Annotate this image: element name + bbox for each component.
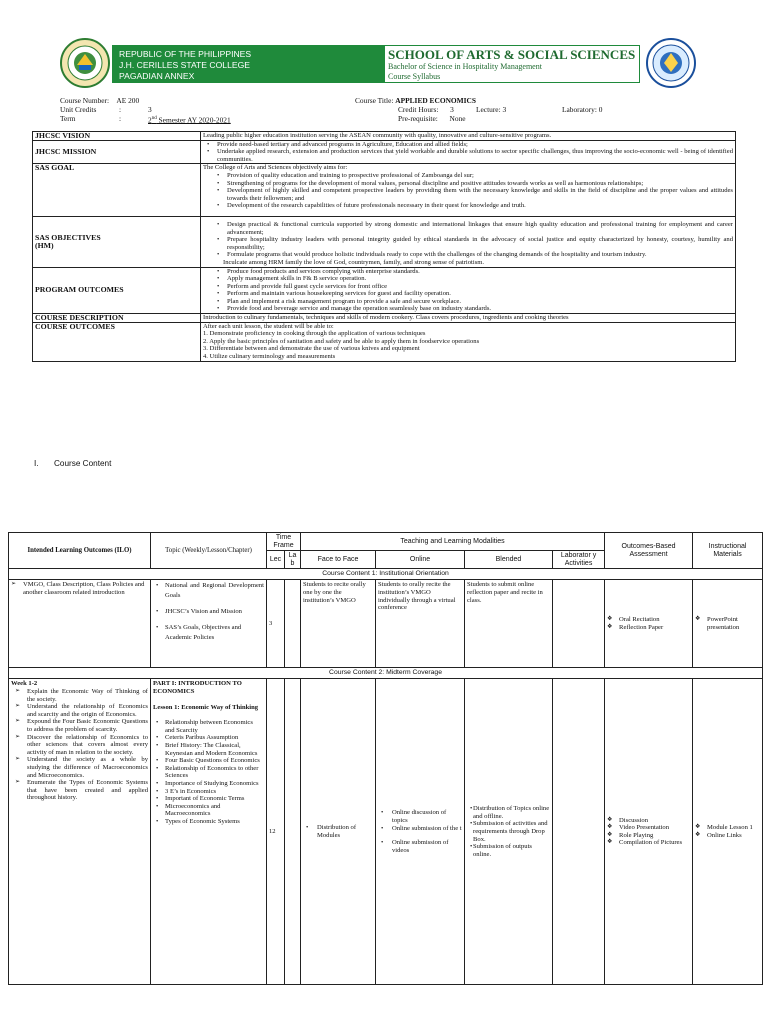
f2f-item: • Distribution of Modules <box>303 824 373 839</box>
online-item: • Online submission of the t <box>378 825 462 833</box>
orientation-row <box>9 580 763 668</box>
school-banner <box>384 45 640 83</box>
lab-activities-header: Laborator y Activities <box>553 551 605 569</box>
row2-online <box>376 679 465 985</box>
ilo-item: ➢ Expound the Four Basic Economic Questions to address the problem of scarcity. <box>15 718 148 733</box>
vision-text: Leading public higher education institution serving the ASEAN community with quality, innovative and culture-sensitive programs. <box>201 132 736 141</box>
program-outcomes-label: PROGRAM OUTCOMES <box>33 267 201 314</box>
objective-item: • Formulate programs that would produce holistic individuals ready to cope with the challenges of the changing demands of the hospitality and tourism industry. <box>203 251 733 259</box>
mission-item: • Provide need-based tertiary and advanced programs in Agriculture, Education and allied fields; <box>203 141 733 149</box>
time-frame-header: Time Frame <box>267 533 301 551</box>
outcome-item: • Produce food products and services complying with enterprise standards. <box>203 268 733 276</box>
unit-credits-value: 3 <box>148 105 152 114</box>
row2-blended <box>465 679 553 985</box>
goal-cell <box>201 164 736 217</box>
course-content-heading <box>34 459 111 468</box>
ilo-item: ➢ Discover the relationship of Economics to other sciences that covers almost every activity of man in relation to the society. <box>15 734 148 757</box>
program-name: Bachelor of Science in Hospitality Management <box>388 62 542 71</box>
course-number <box>60 96 139 105</box>
credit-hours-value: 3 <box>450 105 454 114</box>
section-title-1: Course Content 1: Institutional Orientation <box>9 569 763 580</box>
description-text: Introduction to culinary fundamentals, techniques and skills of modern cookery. Class covers procedures, ingredients and cooking theories <box>201 314 736 323</box>
week-1-2-row <box>9 679 763 985</box>
row1-lab <box>285 580 301 668</box>
course-outcome-line: 3. Differentiate between and demonstrate the use of various knives and equipment <box>203 345 420 353</box>
credit-hours-label: Credit Hours: <box>398 105 439 114</box>
ilo-item: ➢ Explain the Economic Way of Thinking of the society. <box>15 688 148 703</box>
goal-intro: The College of Arts and Sciences objectively aims for: <box>203 164 348 172</box>
row2-lab <box>285 679 301 985</box>
topic-item: • Relationship between Economics and Scarcity <box>153 719 264 734</box>
lec-header: Lec <box>267 551 285 569</box>
section-row-2 <box>9 668 763 679</box>
objective-last: Inculcate among HRM family the love of God, countrymen, family, and strong sense of patriotism. <box>223 258 485 266</box>
prerequisite-label: Pre-requisite: <box>398 114 438 123</box>
topic-item: • JHCSC’s Vision and Mission <box>153 607 264 617</box>
ilo-item: ➢ Understand the society as a whole by studying the difference of Macroeconomics and Microeconomics. <box>15 756 148 779</box>
blended-item: • Distribution of Topics online and offline. <box>467 805 550 820</box>
mission-item: • Undertake applied research, extension and production services that yield workable and durable solutions to sector specific challenges, thus improving the socio-economic well - being of identified communities. <box>203 148 733 163</box>
section-title: Course Content <box>54 459 112 468</box>
objectives-row <box>33 216 736 267</box>
school-seal-logo <box>646 38 696 88</box>
vision-label: JHCSC VISION <box>33 132 201 141</box>
online-item: • Online submission of videos <box>378 839 462 854</box>
goal-item: • Strengthening of programs for the development of moral values, personal discipline and positive attitudes towards works as well as harmonious relationships; <box>203 180 733 188</box>
online-header: Online <box>376 551 465 569</box>
course-content-table <box>8 532 763 985</box>
objectives-cell <box>201 216 736 267</box>
description-label: COURSE DESCRIPTION <box>33 314 201 323</box>
topic-item: • SAS’s Goals, Objectives and Academic Policies <box>153 623 264 643</box>
row2-topics <box>151 679 267 985</box>
laboratory-label: Laboratory: <box>562 105 597 114</box>
header-row-1 <box>9 533 763 551</box>
course-outcomes-row <box>33 322 736 361</box>
course-outcome-line: 1. Demonstrate proficiency in cooking through the application of various techniques <box>203 330 426 338</box>
modalities-header: Teaching and Learning Modalities <box>301 533 605 551</box>
material-item: ❖ Online Links <box>695 832 760 840</box>
course-number-label: Course Number: <box>60 96 110 105</box>
material-item: ❖ PowerPoint presentation <box>695 616 760 631</box>
row1-f2f: Students to recite orally one by one the institution’s VMGO <box>301 580 376 668</box>
row2-lab-activities <box>553 679 605 985</box>
assessment-item: ❖ Role Playing <box>607 832 690 840</box>
materials-header: Instructional Materials <box>693 533 763 569</box>
unit-credits-colon: : <box>119 105 122 114</box>
f2f-header: Face to Face <box>301 551 376 569</box>
material-item: ❖ Module Lesson 1 <box>695 824 760 832</box>
course-title <box>355 96 476 105</box>
lecture-hours <box>476 105 506 114</box>
goal-item: • Provision of quality education and training to prospective professional of Zamboanga del sur; <box>203 172 733 180</box>
school-name: SCHOOL OF ARTS & SOCIAL SCIENCES <box>388 47 636 62</box>
unit-credits-label: Unit Credits <box>60 105 97 114</box>
goal-item: • Development of the research capabilities of future professionals necessary in their quest for knowledge and truth. <box>203 202 733 210</box>
topic-header: Topic (Weekly/Lesson/Chapter) <box>151 533 267 569</box>
blended-item: • Submission of activities and requirements through Drop Box. <box>467 820 550 843</box>
row1-ilo <box>9 580 151 668</box>
topic-item: • Microeconomics and Macroeconomics <box>153 803 264 818</box>
assessment-item: ❖ Reflection Paper <box>607 624 690 632</box>
term-suffix: nd <box>151 116 157 121</box>
assessment-item: ❖ Compilation of Pictures <box>607 839 690 847</box>
description-row <box>33 314 736 323</box>
objective-item: • Design practical & functional curricula supported by strong domestic and international linkages that ensure high quality education and professional training for employment and career advancement; <box>203 221 733 236</box>
ilo-header: Intended Learning Outcomes (ILO) <box>9 533 151 569</box>
row1-assessment <box>605 580 693 668</box>
term-value <box>148 114 231 124</box>
vision-row <box>33 132 736 141</box>
assessment-header: Outcomes-Based Assessment <box>605 533 693 569</box>
blended-item: • Submission of outputs online. <box>467 843 550 858</box>
objectives-label-line: (HM) <box>35 240 54 250</box>
objectives-label-line: SAS OBJECTIVES <box>35 233 101 243</box>
course-outcome-line: 4. Utilize culinary terminology and measurements <box>203 353 336 361</box>
row1-lec: 3 <box>267 580 285 668</box>
assessment-item: ❖ Discussion <box>607 817 690 825</box>
row1-online: Students to orally recite the institution’s VMGO individually through a virtual conference <box>376 580 465 668</box>
republic-line: REPUBLIC OF THE PHILIPPINES <box>119 49 252 59</box>
course-outcome-line: 2. Apply the basic principles of sanitation and safety and be able to apply them in foodservice operations <box>203 337 480 345</box>
mission-cell <box>201 140 736 164</box>
term-text: Semester AY 2020-2021 <box>156 115 231 125</box>
ilo-item: ➢ Understand the relationship of Economics and scarcity and the origin of Economics. <box>15 703 148 718</box>
row2-materials <box>693 679 763 985</box>
outcome-item: • Provide food and beverage service and manage the operation seamlessly base on industry standards. <box>203 305 733 313</box>
program-outcomes-row <box>33 267 736 314</box>
section-title-2: Course Content 2: Midterm Coverage <box>9 668 763 679</box>
lab-header: La b <box>285 551 301 569</box>
section-row-1 <box>9 569 763 580</box>
goal-label: SAS GOAL <box>33 164 201 217</box>
laboratory-value: 0 <box>598 105 603 114</box>
assessment-item: ❖ Oral Recitation <box>607 616 690 624</box>
course-number-value: AE 200 <box>116 96 140 105</box>
prerequisite <box>398 114 466 123</box>
section-number: I. <box>34 459 39 468</box>
row2-lec: 12 <box>267 679 285 985</box>
term-number: 2 <box>148 115 152 125</box>
row2-assessment <box>605 679 693 985</box>
course-outcome-line: After each unit lesson, the student will be able to: <box>203 322 334 330</box>
annex-line: PAGADIAN ANNEX <box>119 71 195 81</box>
topic-item: • Important of Economic Terms <box>153 795 264 803</box>
topic-item: • National and Regional Development Goals <box>153 581 264 601</box>
outcome-item: • Perform and maintain various housekeeping services for guest and facility operation. <box>203 290 733 298</box>
outcome-item: • Plan and implement a risk management program to provide a safe and secure workplace. <box>203 298 733 306</box>
topic-item: • Importance of Studying Economics <box>153 780 264 788</box>
online-item: • Online discussion of topics <box>378 809 462 824</box>
goal-row <box>33 164 736 217</box>
goal-item: • Development of highly skilled and competent prospective leaders by providing them with the necessary knowledge and skills in the field of discipline and the proper values and attitudes towards their fellowmen; and <box>203 187 733 202</box>
row1-lab-activities <box>553 580 605 668</box>
objectives-label <box>33 216 201 267</box>
topic-item: • 3 E’s in Economics <box>153 788 264 796</box>
row1-blended: Students to submit online reflection paper and recite in class. <box>465 580 553 668</box>
program-outcomes-cell <box>201 267 736 314</box>
course-outcomes-label: COURSE OUTCOMES <box>33 322 201 361</box>
part-title: PART I: INTRODUCTION TO ECONOMICS <box>153 680 242 695</box>
credit-hours <box>398 105 454 114</box>
college-line: J.H. CERILLES STATE COLLEGE <box>119 60 251 70</box>
syllabus-info-table <box>32 131 736 362</box>
ilo-item: ➢ VMGO, Class Description, Class Policies and another classroom related introduction <box>11 581 148 596</box>
laboratory-hours <box>562 105 602 114</box>
assessment-item: ❖ Video Presentation <box>607 824 690 832</box>
lesson-title: Lesson 1: Economic Way of Thinking <box>153 703 259 711</box>
row1-materials <box>693 580 763 668</box>
objective-item: • Prepare hospitality industry leaders with personal integrity guided by ethical standards in the advocacy of social justice and equity characterized by honesty, courtesy, humility and responsibility; <box>203 236 733 251</box>
republic-banner <box>112 45 384 83</box>
outcome-item: • Perform and provide full guest cycle services for front office <box>203 283 733 291</box>
blended-header: Blended <box>465 551 553 569</box>
prerequisite-value: None <box>449 114 466 123</box>
course-title-value: APPLIED ECONOMICS <box>395 96 476 105</box>
row2-f2f <box>301 679 376 985</box>
lecture-value: 3 <box>502 105 507 114</box>
row1-topics <box>151 580 267 668</box>
topic-item: • Ceteris Paribus Assumption <box>153 734 264 742</box>
course-outcomes-cell <box>201 322 736 361</box>
topic-item: • Types of Economic Systems <box>153 818 264 826</box>
term-colon: : <box>119 114 122 123</box>
ilo-item: ➢ Enumerate the Types of Economic Systems that have been created and applied throughout history. <box>15 779 148 802</box>
week-label: Week 1-2 <box>11 680 38 688</box>
college-seal-logo <box>60 38 110 88</box>
topic-item: • Relationship of Economics to other Sciences <box>153 765 264 780</box>
mission-row <box>33 140 736 164</box>
lecture-label: Lecture: <box>476 105 501 114</box>
course-title-label: Course Title: <box>355 96 394 105</box>
term-label: Term <box>60 114 76 123</box>
topic-item: • Four Basic Questions of Economics <box>153 757 264 765</box>
mission-label: JHCSC MISSION <box>33 140 201 164</box>
topic-item: • Brief History: The Classical, Keynesian and Modern Economics <box>153 742 264 757</box>
row2-ilo <box>9 679 151 985</box>
document-type: Course Syllabus <box>388 71 441 81</box>
outcome-item: • Apply management skills in F& B service operation. <box>203 275 733 283</box>
